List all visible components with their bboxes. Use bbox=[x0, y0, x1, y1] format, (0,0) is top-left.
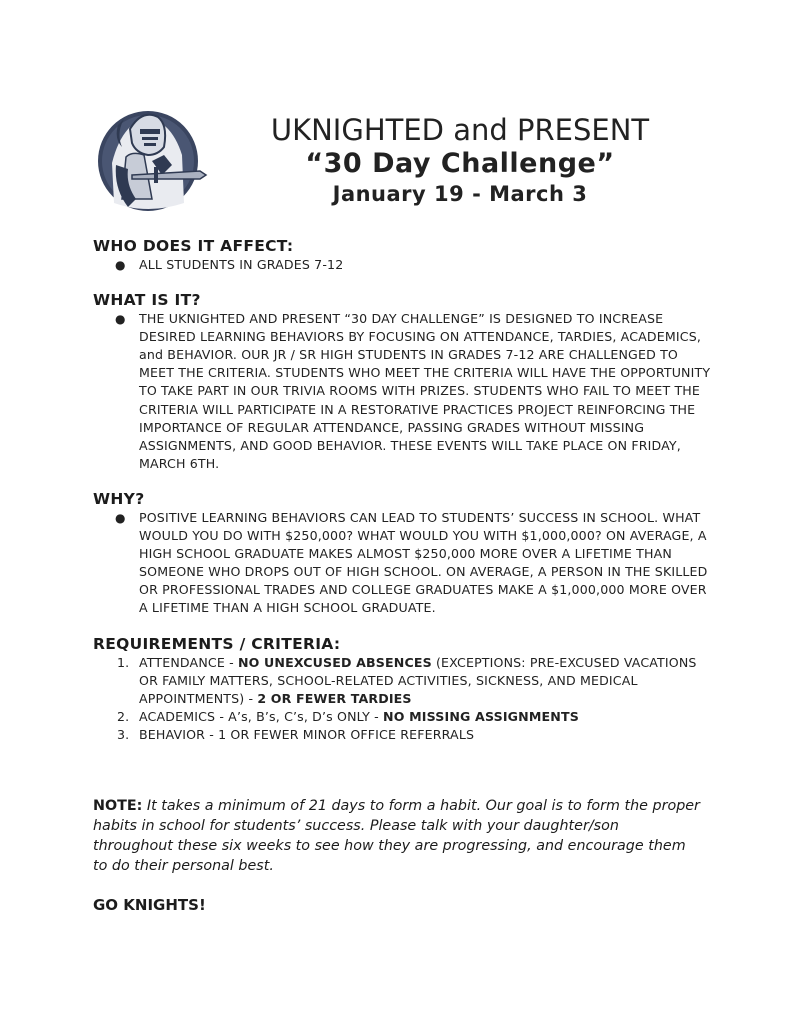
requirement-emphasis: 2 OR FEWER TARDIES bbox=[257, 690, 412, 706]
note-paragraph bbox=[93, 796, 703, 876]
requirement-emphasis: NO UNEXCUSED ABSENCES bbox=[237, 654, 432, 670]
bullet-icon: ● bbox=[115, 510, 126, 525]
who-item-text: ALL STUDENTS IN GRADES 7-12 bbox=[139, 257, 344, 272]
title-dates: January 19 - March 3 bbox=[332, 182, 588, 206]
who-list bbox=[93, 256, 713, 274]
document-body bbox=[93, 236, 713, 744]
item-number: 3. bbox=[117, 726, 130, 742]
requirement-item bbox=[93, 708, 713, 726]
closing-slogan: GO KNIGHTS! bbox=[93, 896, 206, 914]
what-list bbox=[93, 310, 713, 473]
requirement-text: ATTENDANCE - bbox=[139, 654, 238, 670]
bullet-icon: ● bbox=[115, 312, 126, 327]
why-list bbox=[93, 509, 713, 618]
title-line-2: “30 Day Challenge” bbox=[305, 148, 615, 179]
who-heading: WHO DOES IT AFFECT: bbox=[93, 237, 294, 255]
title-block bbox=[240, 112, 680, 208]
item-number: 1. bbox=[117, 654, 130, 670]
knight-logo-icon bbox=[92, 103, 210, 215]
why-heading: WHY? bbox=[93, 489, 145, 508]
note-text: It takes a minimum of 21 days to form a habit. Our goal is to form the proper habits in school for students’ success. Please talk with your daughter/son throughout these six weeks to see how they are progressing, and encourage them to do their personal best. bbox=[93, 798, 700, 874]
bullet-icon: ● bbox=[115, 258, 126, 272]
what-item-text: THE UKNIGHTED AND PRESENT “30 DAY CHALLENGE” IS DESIGNED TO INCREASE DESIRED LEARNING BEHAVIORS BY FOCUSING ON ATTENDANCE, TARDIES, ACADEMICS, and BEHAVIOR. OUR JR / SR HIGH STUDENTS IN GRADES 7-12 ARE CHALLENGED TO MEET THE CRITERIA. STUDENTS WHO MEET THE CRITERIA WILL HAVE THE OPPORTUNITY TO TAKE PART IN OUR TRIVIA ROOMS WITH PRIZES. STUDENTS WHO FAIL TO MEET THE CRITERIA WILL PARTICIPATE IN A RESTORATIVE PRACTICES PROJECT REINFORCING THE IMPORTANCE OF REGULAR ATTENDANCE, PASSING GRADES WITHOUT MISSING ASSIGNMENTS, AND GOOD BEHAVIOR. THESE EVENTS WILL TAKE PLACE ON FRIDAY, MARCH 6TH. bbox=[139, 311, 711, 471]
what-heading: WHAT IS IT? bbox=[93, 291, 201, 310]
title-line-1: UKNIGHTED and PRESENT bbox=[270, 113, 650, 147]
requirement-emphasis: NO MISSING ASSIGNMENTS bbox=[383, 708, 579, 724]
list-item bbox=[93, 310, 713, 473]
requirement-text: ACADEMICS - A’s, B’s, C’s, D’s ONLY - bbox=[139, 708, 384, 724]
requirement-text: (EXCEPTIONS: PRE-EXCUSED VACATIONS OR FAMILY MATTERS, SCHOOL-RELATED ACTIVITIES, SICKNESS, AND MEDICAL APPOINTMENTS) - bbox=[139, 654, 697, 706]
list-item bbox=[93, 509, 713, 618]
requirements-list bbox=[93, 654, 713, 744]
item-number: 2. bbox=[117, 708, 130, 724]
requirements-heading: REQUIREMENTS / CRITERIA: bbox=[93, 634, 341, 653]
why-item-text: POSITIVE LEARNING BEHAVIORS CAN LEAD TO STUDENTS’ SUCCESS IN SCHOOL. WHAT WOULD YOU DO WITH $250,000? WHAT WOULD YOU WITH $1,000,000? ON AVERAGE, A HIGH SCHOOL GRADUATE MAKES ALMOST $250,000 MORE OVER A LIFETIME THAN SOMEONE WHO DROPS OUT OF HIGH SCHOOL. ON AVERAGE, A PERSON IN THE SKILLED OR PROFESSIONAL TRADES AND COLLEGE GRADUATES MAKE A $1,000,000 MORE OVER A LIFETIME THAN A HIGH SCHOOL GRADUATE. bbox=[139, 509, 708, 616]
requirement-item bbox=[93, 654, 713, 708]
requirement-text: BEHAVIOR - 1 OR FEWER MINOR OFFICE REFERRALS bbox=[139, 726, 475, 742]
list-item bbox=[93, 256, 713, 274]
note-label: NOTE: bbox=[93, 798, 143, 814]
requirement-item bbox=[93, 726, 713, 744]
